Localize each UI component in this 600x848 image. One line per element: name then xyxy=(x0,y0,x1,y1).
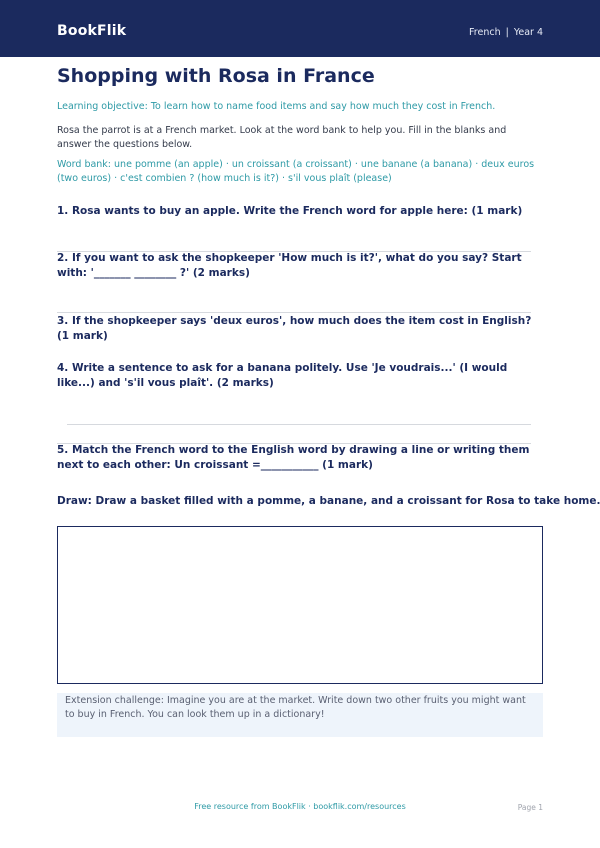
subject-label: French xyxy=(469,27,501,38)
drawing-box[interactable] xyxy=(57,526,543,684)
question-1: 1. Rosa wants to buy an apple. Write the French word for apple here: (1 mark) xyxy=(57,205,523,217)
word-bank: Word bank: une pomme (an apple) · un croissant (a croissant) · une banane (a banana) · deux euros (two euros) · c'est combien ? (how much is it?) · s'il vous plaît (please) xyxy=(57,159,535,184)
question-2: 2. If you want to ask the shopkeeper 'How much is it?', what do you say? Start with: '_______ ________ ?' (2 marks) xyxy=(57,252,522,279)
draw-prompt: Draw: Draw a basket filled with a pomme, a banane, and a croissant for Rosa to take home. xyxy=(57,495,600,507)
page-number: Page 1 xyxy=(517,803,543,812)
learning-objective: Learning objective: To learn how to name food items and say how much they cost in French. xyxy=(57,101,496,112)
intro-text: Rosa the parrot is at a French market. Look at the word bank to help you. Fill in the blanks and answer the questions below. xyxy=(57,125,507,150)
extension-text: Extension challenge: Imagine you are at the market. Write down two other fruits you might want to buy in French. You can look them up in a dictionary! xyxy=(65,695,526,720)
subject-year-label xyxy=(469,27,543,38)
answer-line-4[interactable] xyxy=(67,424,531,425)
question-3: 3. If the shopkeeper says 'deux euros', how much does the item cost in English? (1 mark) xyxy=(57,315,532,342)
question-4: 4. Write a sentence to ask for a banana politely. Use 'Je voudrais...' (I would like...) and 's'il vous plaît'. (2 marks) xyxy=(57,362,508,389)
extension-challenge xyxy=(57,693,543,737)
footer-credit[interactable]: Free resource from BookFlik · bookflik.com/resources xyxy=(194,802,406,811)
brand-logo: BookFlik xyxy=(57,23,127,39)
separator: | xyxy=(505,27,509,38)
answer-line-2[interactable] xyxy=(57,312,531,313)
worksheet-title: Shopping with Rosa in France xyxy=(57,65,375,87)
question-5: 5. Match the French word to the English word by drawing a line or writing them next to each other: Un croissant =___________ (1 mark) xyxy=(57,444,530,471)
page-header xyxy=(0,0,600,57)
year-label: Year 4 xyxy=(513,27,543,38)
